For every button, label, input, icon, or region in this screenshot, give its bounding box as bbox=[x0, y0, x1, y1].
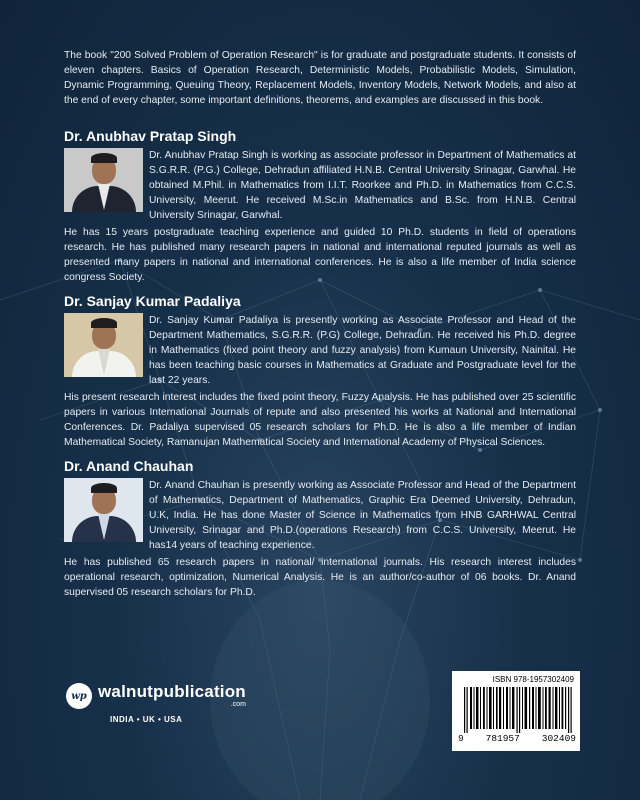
author-bio: Dr. Sanjay Kumar Padaliya is presently working as Associate Professor and Head of the Department Mathematics, S.G.R.R. (P.G) College, Dehradun. He received his Ph.D. degree in Mathematics (fixed point theory and fuzzy analysis) from Kumaun University, Nainital. He has been teaching basic courses in Mathematics at Graduate and Postgraduate level for the last 22 years. bbox=[149, 315, 576, 386]
isbn-label: ISBN 978-1957302409 bbox=[492, 675, 574, 684]
barcode-digit-group: 781957 bbox=[485, 733, 520, 744]
publisher-domain: .com bbox=[230, 701, 246, 708]
author-section bbox=[64, 128, 576, 285]
author-photo bbox=[64, 313, 143, 377]
barcode-digit-group: 302409 bbox=[541, 733, 576, 744]
author-name: Dr. Sanjay Kumar Padaliya bbox=[64, 293, 241, 309]
barcode-bars bbox=[462, 687, 574, 733]
publisher-logo bbox=[66, 683, 256, 724]
publisher-countries: INDIA • UK • USA bbox=[110, 715, 183, 724]
book-description: The book "200 Solved Problem of Operation Research" is for graduate and postgraduate students. It consists of eleven chapters. Basics of Operation Research, Deterministic Models, Probabilistic Models, Simulation, Dynamic Programming, Queuing Theory, Replacement Models, Inventory Models, Network Models, and also at the end of every chapter, some important definitions, theorems, and examples are discussed in this book. bbox=[64, 50, 576, 106]
author-bio-continued: He has 15 years postgraduate teaching experience and guided 10 Ph.D. students in field of operations research. He has published many research papers in national and international reputed journals as well as presented many papers in national and international conferences. He is also a life member of India science congress Society. bbox=[64, 227, 576, 283]
author-section bbox=[64, 293, 576, 450]
author-bio: Dr. Anand Chauhan is presently working as Associate Professor and Head of the Department of Mathematics, Department of Mathematics, Graphic Era Deemed University, Dehradun, U.K, India. He has done Master of Science in Mathematics from HNB GARHWAL Central University, Srinagar and Ph.D.(operations Research) from C.C.S. University, Meerut. He has14 years of teaching experience. bbox=[149, 480, 576, 551]
author-bio-continued: His present research interest includes the fixed point theory, Fuzzy Analysis. He has published over 25 scientific papers in various International Journals of repute and also presented his works at National and International Conferences. Dr. Padaliya supervised 05 research scholars for Ph.D. He is also a life member of Indian Mathematical Society, Ramanujan Mathematical Society and International Academy of Physical Sciences. bbox=[64, 392, 576, 448]
author-photo bbox=[64, 478, 143, 542]
author-photo bbox=[64, 148, 143, 212]
author-section bbox=[64, 458, 576, 600]
barcode-digits bbox=[458, 733, 576, 744]
author-name: Dr. Anubhav Pratap Singh bbox=[64, 128, 237, 144]
author-bio-continued: He has published 65 research papers in national/ international journals. His research interest includes operational research, optimization, Numerical Analysis. He is an author/co-author of 06 books. Dr. Anand supervised 05 research scholars for Ph.D. bbox=[64, 557, 576, 598]
author-name: Dr. Anand Chauhan bbox=[64, 458, 194, 474]
author-bio: Dr. Anubhav Pratap Singh is working as associate professor in Department of Mathematics at S.G.R.R. (P.G.) College, Dehradun affiliated H.N.B. Central University Srinagar, Garwhal. He obtained M.Phil. in Mathematics from I.I.T. Roorkee and Ph.D. in Mathematics from C.C.S. University, Meerut. He received M.Sc.in Mathematics and B.Sc. from H.N.B. Central University Srinagar, Garwhal. bbox=[149, 150, 576, 221]
isbn-barcode bbox=[452, 671, 580, 751]
back-cover-content bbox=[64, 48, 576, 608]
barcode-digit-group: 9 bbox=[458, 733, 464, 744]
publisher-name: walnutpublication bbox=[98, 682, 246, 701]
walnut-logo-icon: wp bbox=[66, 683, 92, 709]
